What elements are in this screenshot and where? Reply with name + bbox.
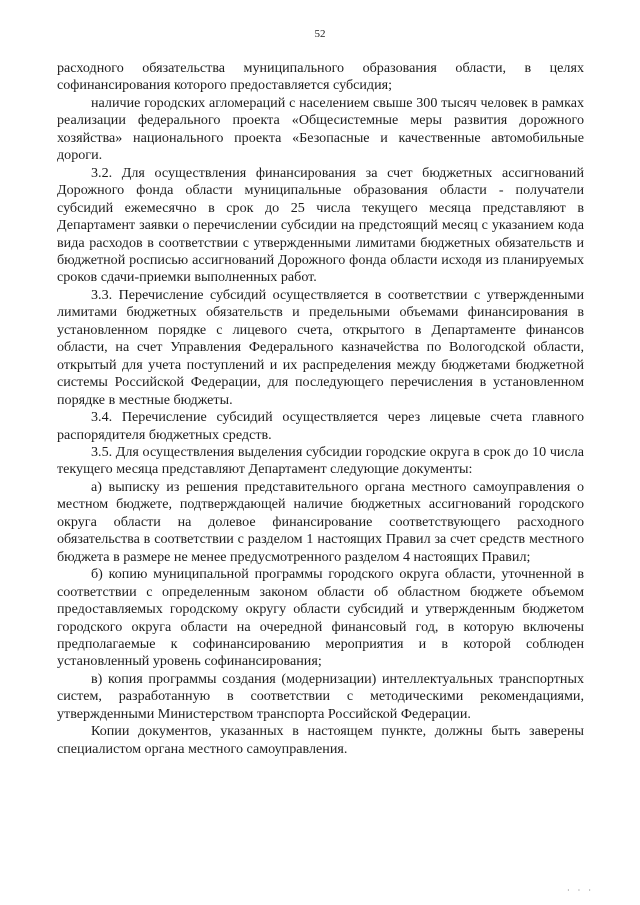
paragraph-item-b: б) копию муниципальной программы городского округа области, уточненной в соответствии с определенным законом области об областном бюджете объемом предоставляемых городскому округу области субсидий и утвержденным бюджетом городского округа области на очередной финансовый год, в которую включены предполагаемые к софинансированию мероприятия и в которой соблюден установленный уровень софинансирования; [57,566,584,670]
paragraph-item-v: в) копия программы создания (модернизации) интеллектуальных транспортных систем, разработанную в соответствии с методическими рекомендациями, утвержденными Министерством транспорта Российской Федерации. [57,670,584,722]
paragraph-copies-note: Копии документов, указанных в настоящем пункте, должны быть заверены специалистом органа местного самоуправления. [57,723,584,757]
paragraph-3-4: 3.4. Перечисление субсидий осуществляется через лицевые счета главного распорядителя бюджетных средств. [57,409,584,443]
paragraph-1: расходного обязательства муниципального образования области, в целях софинансирования которого предоставляется субсидия; [57,60,584,94]
paragraph-3-5: 3.5. Для осуществления выделения субсидии городские округа в срок до 10 числа текущего месяца представляют Департамент следующие документы: [57,443,584,478]
document-body [57,60,584,758]
paragraph-3-3: 3.3. Перечисление субсидий осуществляется в соответствии с утвержденными лимитами бюджетных обязательств и предельными объемами финансирования в установленном порядке с лицевого счета, открытого в Департаменте финансов области, на счет Управления Федерального казначейства по Вологодской области, открытый для учета поступлений и их распределения между бюджетами бюджетной системы Российской Федерации, для последующего перечисления в установленном порядке в местные бюджеты. [57,286,584,408]
paragraph-2: наличие городских агломераций с населением свыше 300 тысяч человек в рамках реализации федерального проекта «Общесистемные меры развития дорожного хозяйства» национального проекта «Безопасные и качественные автомобильные дороги. [57,94,584,164]
scan-mark: · · · [567,886,594,895]
paragraph-3-2: 3.2. Для осуществления финансирования за счет бюджетных ассигнований Дорожного фонда области муниципальные образования области - получатели субсидий ежемесячно в срок до 25 числа текущего месяца представляют в Департамент заявки о перечислении субсидии на предстоящий месяц с указанием кода вида расходов в соответствии с утвержденными лимитами бюджетных обязательств и бюджетной росписью ассигнований Дорожного фонда области исходя из планируемых сроков сдачи-приемки выполненных работ. [57,164,584,286]
paragraph-item-a: а) выписку из решения представительного органа местного самоуправления о местном бюджете, подтверждающей наличие бюджетных ассигнований городского округа области на долевое финансирование соответствующего расходного обязательства в соответствии с разделом 1 настоящих Правил за счет средств местного бюджета в размере не менее предусмотренного разделом 4 настоящих Правил; [57,478,584,565]
page-number: 52 [314,28,326,40]
